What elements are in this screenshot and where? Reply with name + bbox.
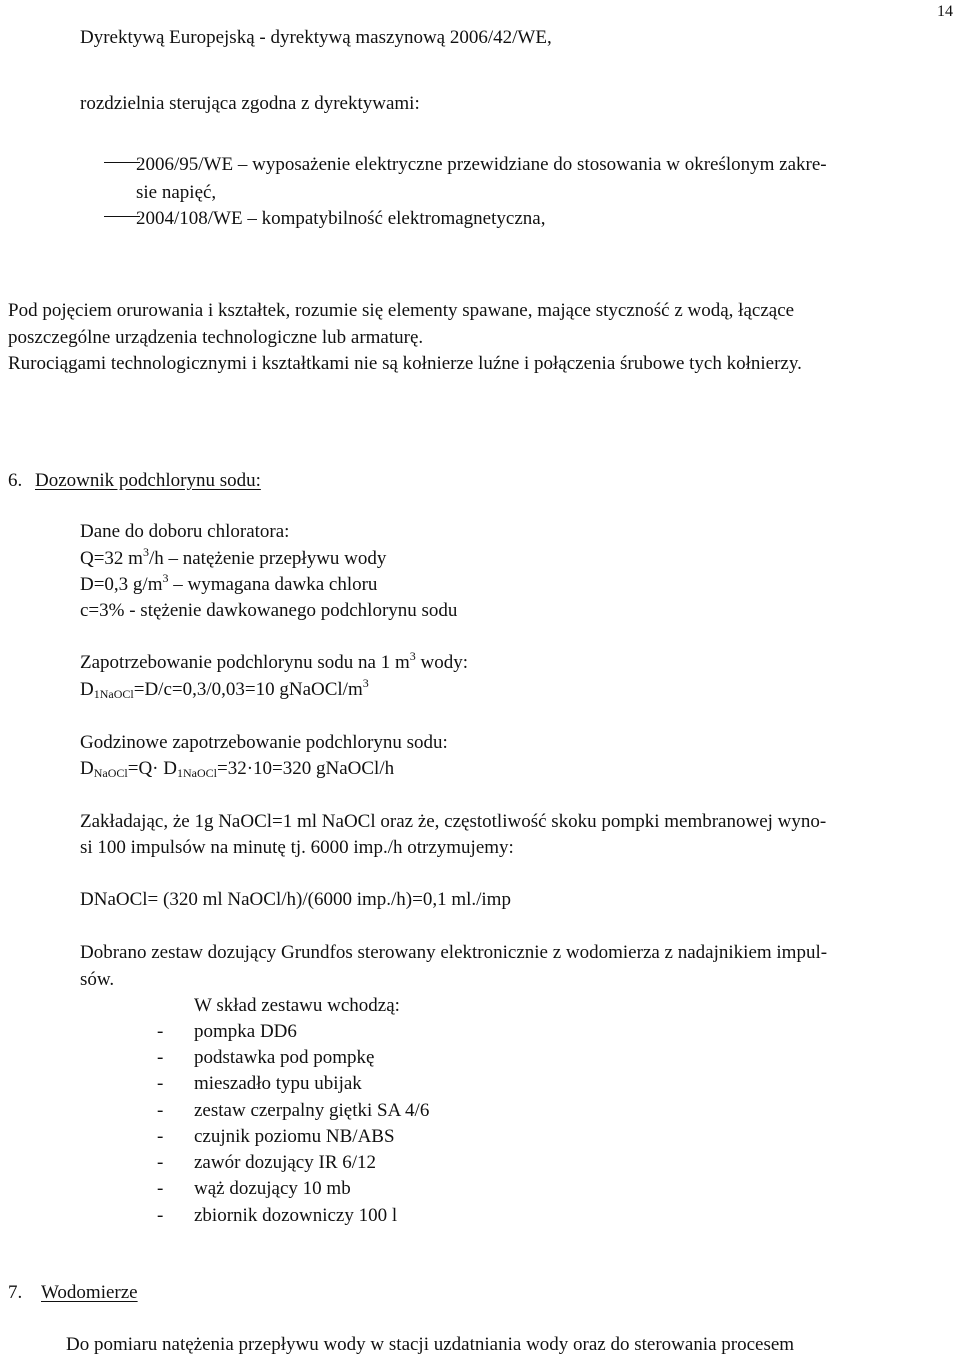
selection-line: sów.	[80, 969, 115, 990]
directive-item-continuation: sie napięć,	[136, 182, 217, 203]
list-dash: -	[157, 1047, 164, 1068]
kit-list-item-label: zawór dozujący IR 6/12	[194, 1152, 377, 1173]
section-7-heading	[8, 1280, 138, 1305]
kit-list-item-label: wąż dozujący 10 mb	[194, 1178, 351, 1199]
superscript: 3	[162, 571, 169, 585]
formula-symbol: D	[80, 758, 94, 779]
demand-text: Zapotrzebowanie podchlorynu sodu na 1 m	[80, 652, 410, 673]
formula-2	[80, 756, 394, 783]
kit-list-item	[157, 1203, 163, 1228]
directive-dash	[104, 216, 140, 217]
kit-list-item	[157, 1019, 163, 1044]
kit-list-item	[157, 1071, 163, 1096]
superscript: 3	[362, 676, 369, 690]
design-data-label: Dane do doboru chloratora:	[80, 521, 290, 542]
superscript: 3	[409, 649, 416, 663]
kit-list-item	[157, 1045, 163, 1070]
list-dash: -	[157, 1021, 164, 1042]
header-line: Dyrektywą Europejską - dyrektywą maszynową 2006/42/WE,	[80, 27, 552, 48]
kit-list-item-label: czujnik poziomu NB/ABS	[194, 1126, 395, 1147]
kit-list-item	[157, 1098, 163, 1123]
demand-per-m3-label	[80, 650, 468, 677]
formula-body: =D/c=0,3/0,03=10 gNaOCl/m	[133, 679, 363, 700]
section-number: 7.	[8, 1282, 23, 1303]
list-dash: -	[157, 1178, 164, 1199]
directive-item: 2006/95/WE – wyposażenie elektryczne przewidziane do stosowania w określonym zakre-	[136, 154, 827, 175]
directive-dash	[104, 162, 140, 163]
flow-rate-text: /h – natężenie przepływu wody	[148, 548, 387, 569]
subscript: NaOCl	[93, 766, 128, 780]
section-title: Wodomierze	[41, 1282, 138, 1303]
formula-body: =32·10=320 gNaOCl/h	[216, 758, 395, 779]
dose-text: – wymagana dawka chloru	[168, 574, 378, 595]
kit-list-item	[157, 1176, 163, 1201]
directive-item: 2004/108/WE – kompatybilność elektromagnetyczna,	[136, 208, 546, 229]
dose-text: D=0,3 g/m	[80, 574, 163, 595]
dose-line	[80, 572, 377, 599]
superscript: 3	[142, 545, 149, 559]
list-dash: -	[157, 1073, 164, 1094]
kit-list-item	[157, 1124, 163, 1149]
kit-list-item-label: pompka DD6	[194, 1021, 297, 1042]
section-6-heading	[8, 468, 261, 493]
list-dash: -	[157, 1126, 164, 1147]
piping-paragraph-line: Rurociągami technologicznymi i kształtkami nie są kołnierze luźne i połączenia śrubowe tych kołnierzy.	[8, 353, 802, 374]
section-7-text: Do pomiaru natężenia przepływu wody w stacji uzdatniania wody oraz do sterowania procesem	[66, 1334, 795, 1355]
selection-line: Dobrano zestaw dozujący Grundfos sterowany elektronicznie z wodomierza z nadajnikiem impul-	[80, 942, 828, 963]
kit-list-item-label: zbiornik dozowniczy 100 l	[194, 1205, 398, 1226]
concentration-line: c=3% - stężenie dawkowanego podchlorynu sodu	[80, 600, 458, 621]
subscript: 1NaOCl	[176, 766, 217, 780]
hourly-demand-label: Godzinowe zapotrzebowanie podchlorynu sodu:	[80, 732, 448, 753]
flow-rate-text: Q=32 m	[80, 548, 143, 569]
page-number: 14	[937, 3, 953, 20]
demand-text: wody:	[415, 652, 469, 673]
assumption-line: si 100 impulsów na minutę tj. 6000 imp./h otrzymujemy:	[80, 837, 514, 858]
kit-list-item	[157, 1150, 163, 1175]
switchboard-intro: rozdzielnia sterująca zgodna z dyrektywami:	[80, 93, 420, 114]
kit-heading: W skład zestawu wchodzą:	[194, 995, 400, 1016]
piping-paragraph-line: Pod pojęciem orurowania i kształtek, rozumie się elementy spawane, mające styczność z wodą, łączące	[8, 300, 795, 321]
assumption-line: Zakładając, że 1g NaOCl=1 ml NaOCl oraz że, częstotliwość skoku pompki membranowej wyno-	[80, 811, 827, 832]
section-number: 6.	[8, 470, 23, 491]
kit-list-item-label: mieszadło typu ubijak	[194, 1073, 362, 1094]
formula-3: DNaOCl= (320 ml NaOCl/h)/(6000 imp./h)=0,1 ml./imp	[80, 889, 511, 910]
formula-1	[80, 677, 369, 704]
section-title: Dozownik podchlorynu sodu:	[35, 470, 261, 491]
piping-paragraph-line: poszczególne urządzenia technologiczne lub armaturę.	[8, 327, 424, 348]
list-dash: -	[157, 1152, 164, 1173]
flow-rate-line	[80, 546, 386, 573]
formula-body: =Q· D	[127, 758, 177, 779]
list-dash: -	[157, 1100, 164, 1121]
kit-list-item-label: zestaw czerpalny giętki SA 4/6	[194, 1100, 430, 1121]
kit-list-item-label: podstawka pod pompkę	[194, 1047, 375, 1068]
subscript: 1NaOCl	[93, 687, 134, 701]
list-dash: -	[157, 1205, 164, 1226]
formula-symbol: D	[80, 679, 94, 700]
